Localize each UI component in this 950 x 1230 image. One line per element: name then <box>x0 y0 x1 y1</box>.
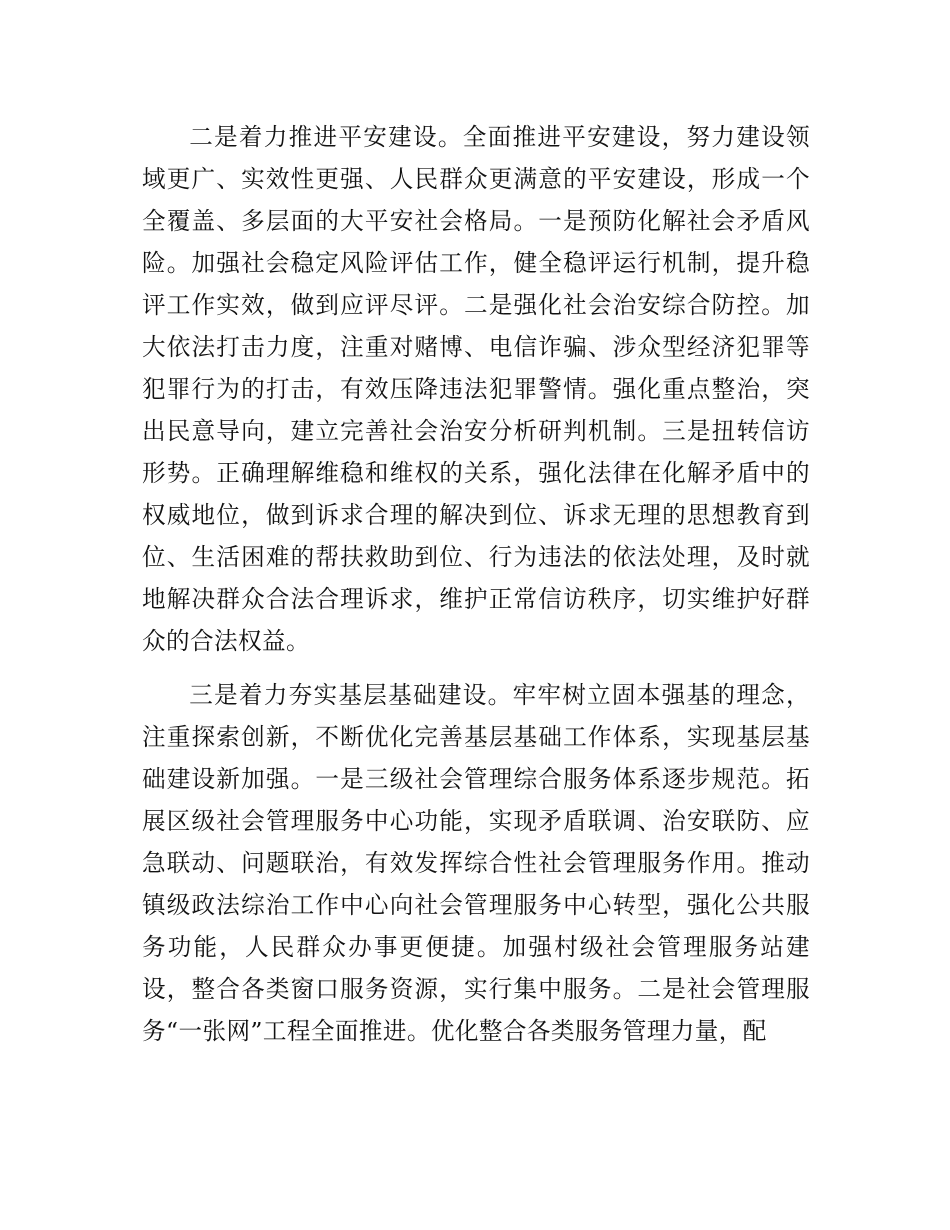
paragraph-grassroots-building: 三是着力夯实基层基础建设。牢牢树立固本强基的理念，注重探索创新，不断优化完善基层基础工作体系，实现基层基础建设新加强。一是三级社会管理综合服务体系逐步规范。拓展区级社会管理服务中心功能，实现矛盾联调、治安联防、应急联动、问题联治，有效发挥综合性社会管理服务作用。推动镇级政法综治工作中心向社会管理服务中心转型，强化公共服务功能，人民群众办事更便捷。加强村级社会管理服务站建设，整合各类窗口服务资源，实行集中服务。二是社会管理服务“一张网”工程全面推进。优化整合各类服务管理力量，配 <box>142 681 810 1045</box>
paragraph-peace-building: 二是着力推进平安建设。全面推进平安建设，努力建设领域更广、实效性更强、人民群众更满意的平安建设，形成一个全覆盖、多层面的大平安社会格局。一是预防化解社会矛盾风险。加强社会稳定风险评估工作，健全稳评运行机制，提升稳评工作实效，做到应评尽评。二是强化社会治安综合防控。加大依法打击力度，注重对赌博、电信诈骗、涉众型经济犯罪等犯罪行为的打击，有效压降违法犯罪警情。强化重点整治，突出民意导向，建立完善社会治安分析研判机制。三是扭转信访形势。正确理解维稳和维权的关系，强化法律在化解矛盾中的权威地位，做到诉求合理的解决到位、诉求无理的思想教育到位、生活困难的帮扶救助到位、行为违法的依法处理，及时就地解决群众合法合理诉求，维护正常信访秩序，切实维护好群众的合法权益。 <box>142 123 810 655</box>
document-body <box>142 116 810 1052</box>
